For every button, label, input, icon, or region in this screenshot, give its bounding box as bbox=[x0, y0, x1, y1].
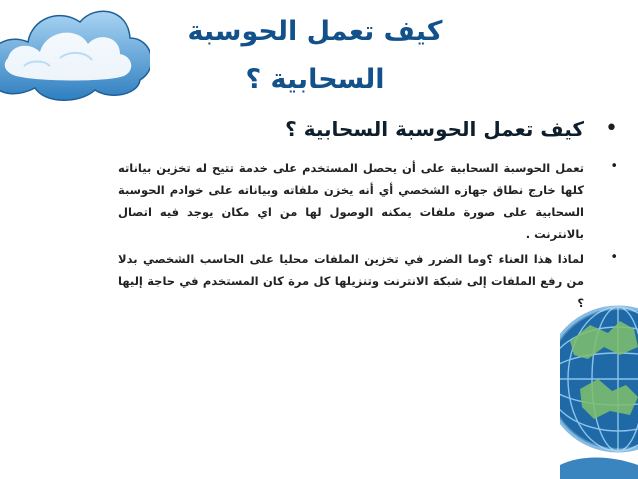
bullet-text: لماذا هذا العناء ؟وما الضرر في تخزين الملفات محليا على الحاسب الشخصي بدلا من رفع الملفات إلى شبكة الانترنت وتنزيلها كل مرة كان المستخدم في حاجة إليها ؟ bbox=[118, 252, 584, 310]
bullet-marker: • bbox=[610, 159, 618, 174]
bullet-marker: • bbox=[610, 250, 618, 265]
bullet-text: كيف تعمل الحوسبة السحابية ؟ bbox=[285, 117, 584, 141]
slide-title: كيف تعمل الحوسبة السحابية ؟ bbox=[187, 16, 443, 95]
cloud-icon bbox=[0, 0, 150, 105]
bullet-list bbox=[118, 110, 618, 317]
list-item bbox=[118, 248, 618, 314]
list-item bbox=[118, 110, 618, 148]
bullet-marker: • bbox=[605, 116, 618, 141]
list-item bbox=[118, 157, 618, 245]
bullet-text: تعمل الحوسبة السحابية على أن يحصل المستخدم على خدمة تتيح له تخزين بياناته كلها خارج نطاق جهازه الشخصي أي أنه يخزن ملفاته وبياناته على خوادم الحوسبة السحابية على صورة ملفات يمكنه الوصول لها من اي مكان يوجد فيه اتصال بالانترنت . bbox=[118, 161, 584, 241]
